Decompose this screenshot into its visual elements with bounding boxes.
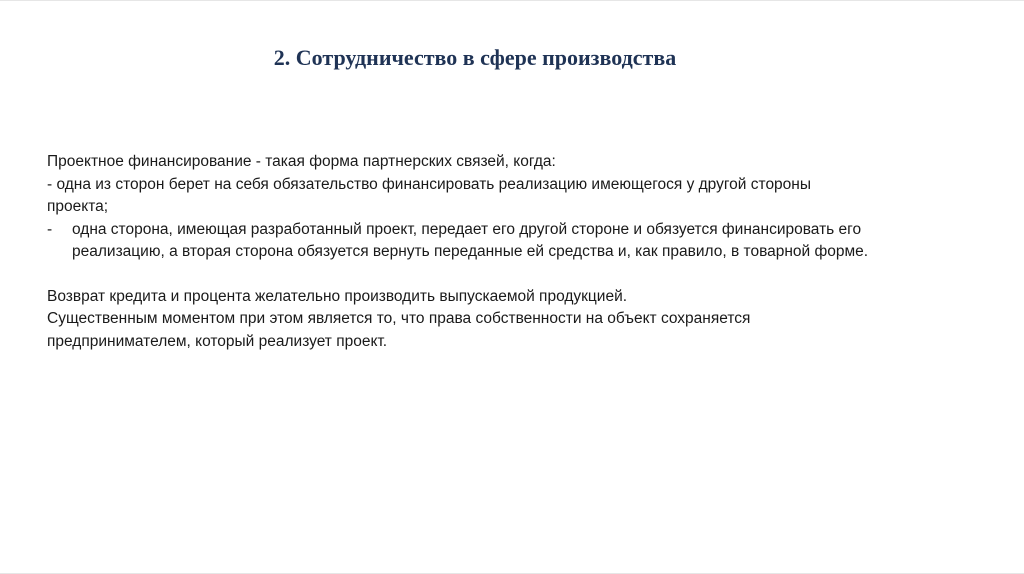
paragraph-2-line-3: предпринимателем, который реализует проект.: [47, 332, 388, 350]
item-2-line-1: одна сторона, имеющая разработанный проект, передает его другой стороне и обязуется финансировать его: [72, 220, 862, 238]
slide-title: 2. Сотрудничество в сфере производства: [273, 45, 677, 70]
paragraph-2-line-2: Существенным моментом при этом является то, что права собственности на объект сохраняется: [47, 310, 751, 327]
item-2-dash: -: [47, 220, 53, 238]
definition-line: [47, 151, 987, 174]
item-1-line-1: - одна из сторон берет на себя обязательство финансировать реализацию имеющегося у другой стороны: [47, 175, 812, 193]
item-2-line-2: реализацию, а вторая сторона обязуется вернуть переданные ей средства и, как правило, в товарной форме.: [72, 243, 869, 260]
paragraph-gap: [47, 264, 987, 286]
item-1-line-2: проекта;: [47, 198, 109, 215]
item-2: [47, 219, 987, 264]
paragraph-2-line-1: Возврат кредита и процента желательно производить выпускаемой продукцией.: [47, 287, 628, 305]
item-2-text: [72, 219, 987, 264]
definition-rest: - такая форма партнерских связей, когда:: [251, 153, 556, 170]
slide-body: [47, 151, 987, 353]
definition-term: Проектное финансирование: [47, 153, 252, 170]
